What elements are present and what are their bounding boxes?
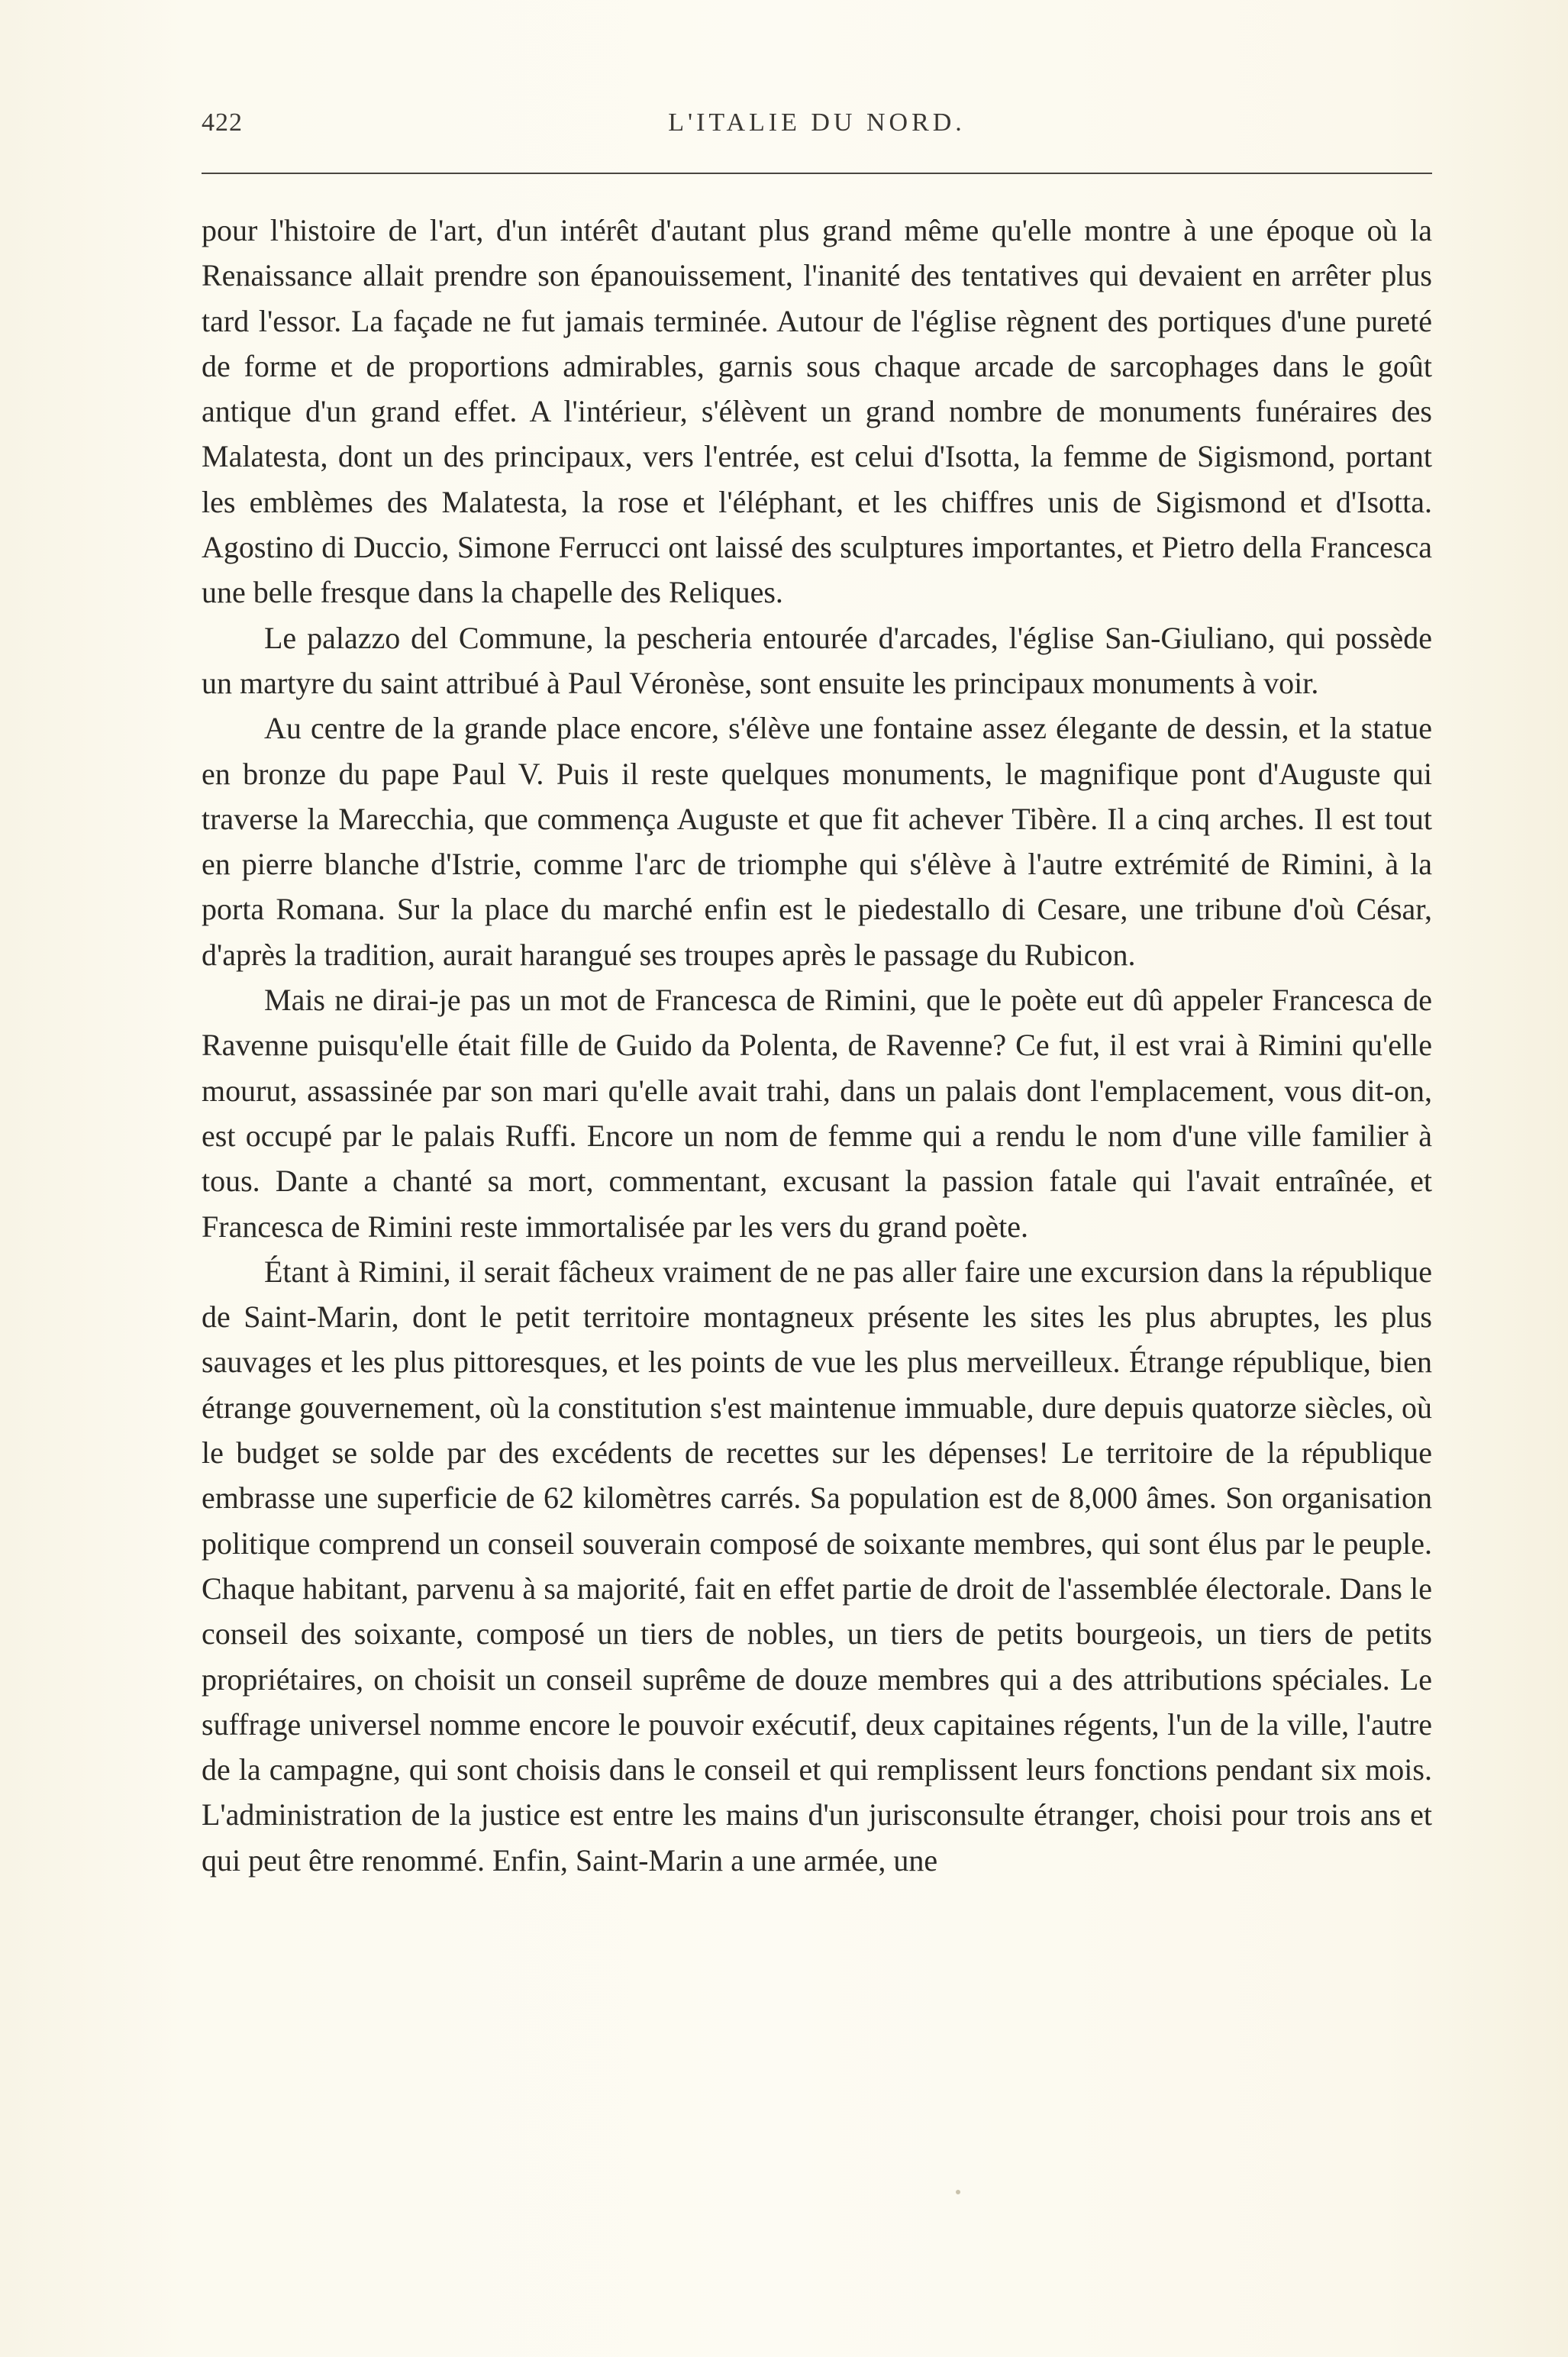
paragraph-5: Étant à Rimini, il serait fâcheux vraiment de ne pas aller faire une excursion dans la république de Saint-Marin, dont le petit territoire montagneux présente les sites les plus abruptes, les plus sauvages et les plus pittoresques, et les points de vue les plus merveilleux. Étrange république, bien étrange gouvernement, où la constitution s'est maintenue immuable, dure depuis quatorze siècles, où le budget se solde par des excédents de recettes sur les dépenses! Le territoire de la république embrasse une superficie de 62 kilomètres carrés. Sa population est de 8,000 âmes. Son organisation politique comprend un conseil souverain composé de soixante membres, qui sont élus par le peuple. Chaque habitant, parvenu à sa majorité, fait en effet partie de droit de l'assemblée électorale. Dans le conseil des soixante, composé un tiers de nobles, un tiers de petits bourgeois, un tiers de petits propriétaires, on choisit un conseil suprême de douze membres qui a des attributions spéciales. Le suffrage universel nomme encore le pouvoir exécutif, deux capitaines régents, l'un de la ville, l'autre de la campagne, qui sont choisis dans le conseil et qui remplissent leurs fonctions pendant six mois. L'administration de la justice est entre les mains d'un jurisconsulte étranger, choisi pour trois ans et qui peut être renommé. Enfin, Saint-Marin a une armée, une (202, 1254, 1432, 1878)
running-title: L'ITALIE DU NORD. (668, 108, 966, 137)
page-header (202, 108, 1432, 154)
header-rule (202, 173, 1432, 174)
paragraph-1: pour l'histoire de l'art, d'un intérêt d'autant plus grand même qu'elle montre à une époque où la Renaissance allait prendre son épanouissement, l'inanité des tentatives qui devaient en arrêter plus tard l'essor. La façade ne fut jamais terminée. Autour de l'église règnent des portiques d'une pureté de forme et de proportions admirables, garnis sous chaque arcade de sarcophages dans le goût antique d'un grand effet. A l'intérieur, s'élèvent un grand nombre de monuments funéraires des Malatesta, dont un des principaux, vers l'entrée, est celui d'Isotta, la femme de Sigismond, portant les emblèmes des Malatesta, la rose et l'éléphant, et les chiffres unis de Sigismond et d'Isotta. Agostino di Duccio, Simone Ferrucci ont laissé des sculptures importantes, et Pietro della Francesca une belle fresque dans la chapelle des Reliques. (202, 213, 1432, 610)
paper-fleck (956, 2190, 960, 2194)
paragraph-2: Le palazzo del Commune, la pescheria entourée d'arcades, l'église San-Giuliano, qui possède un martyre du saint attribué à Paul Véronèse, sont ensuite les principaux monuments à voir. (202, 620, 1432, 700)
body-text (202, 208, 1432, 1883)
page-number: 422 (202, 108, 243, 137)
paragraph-3: Au centre de la grande place encore, s'élève une fontaine assez élegante de dessin, et la statue en bronze du pape Paul V. Puis il reste quelques monuments, le magnifique pont d'Auguste qui traverse la Marecchia, que commença Auguste et que fit achever Tibère. Il a cinq arches. Il est tout en pierre blanche d'Istrie, comme l'arc de triomphe qui s'élève à l'autre extrémité de Rimini, à la porta Romana. Sur la place du marché enfin est le piedestallo di Cesare, une tribune d'où César, d'après la tradition, aurait harangué ses troupes après le passage du Rubicon. (202, 711, 1432, 972)
paragraph-4: Mais ne dirai-je pas un mot de Francesca de Rimini, que le poète eut dû appeler Francesca de Ravenne puisqu'elle était fille de Guido da Polenta, de Ravenne? Ce fut, il est vrai à Rimini qu'elle mourut, assassinée par son mari qu'elle avait trahi, dans un palais dont l'emplacement, vous dit-on, est occupé par le palais Ruffi. Encore un nom de femme qui a rendu le nom d'une ville familier à tous. Dante a chanté sa mort, commentant, excusant la passion fatale qui l'avait entraînée, et Francesca de Rimini reste immortalisée par les vers du grand poète. (202, 983, 1432, 1244)
